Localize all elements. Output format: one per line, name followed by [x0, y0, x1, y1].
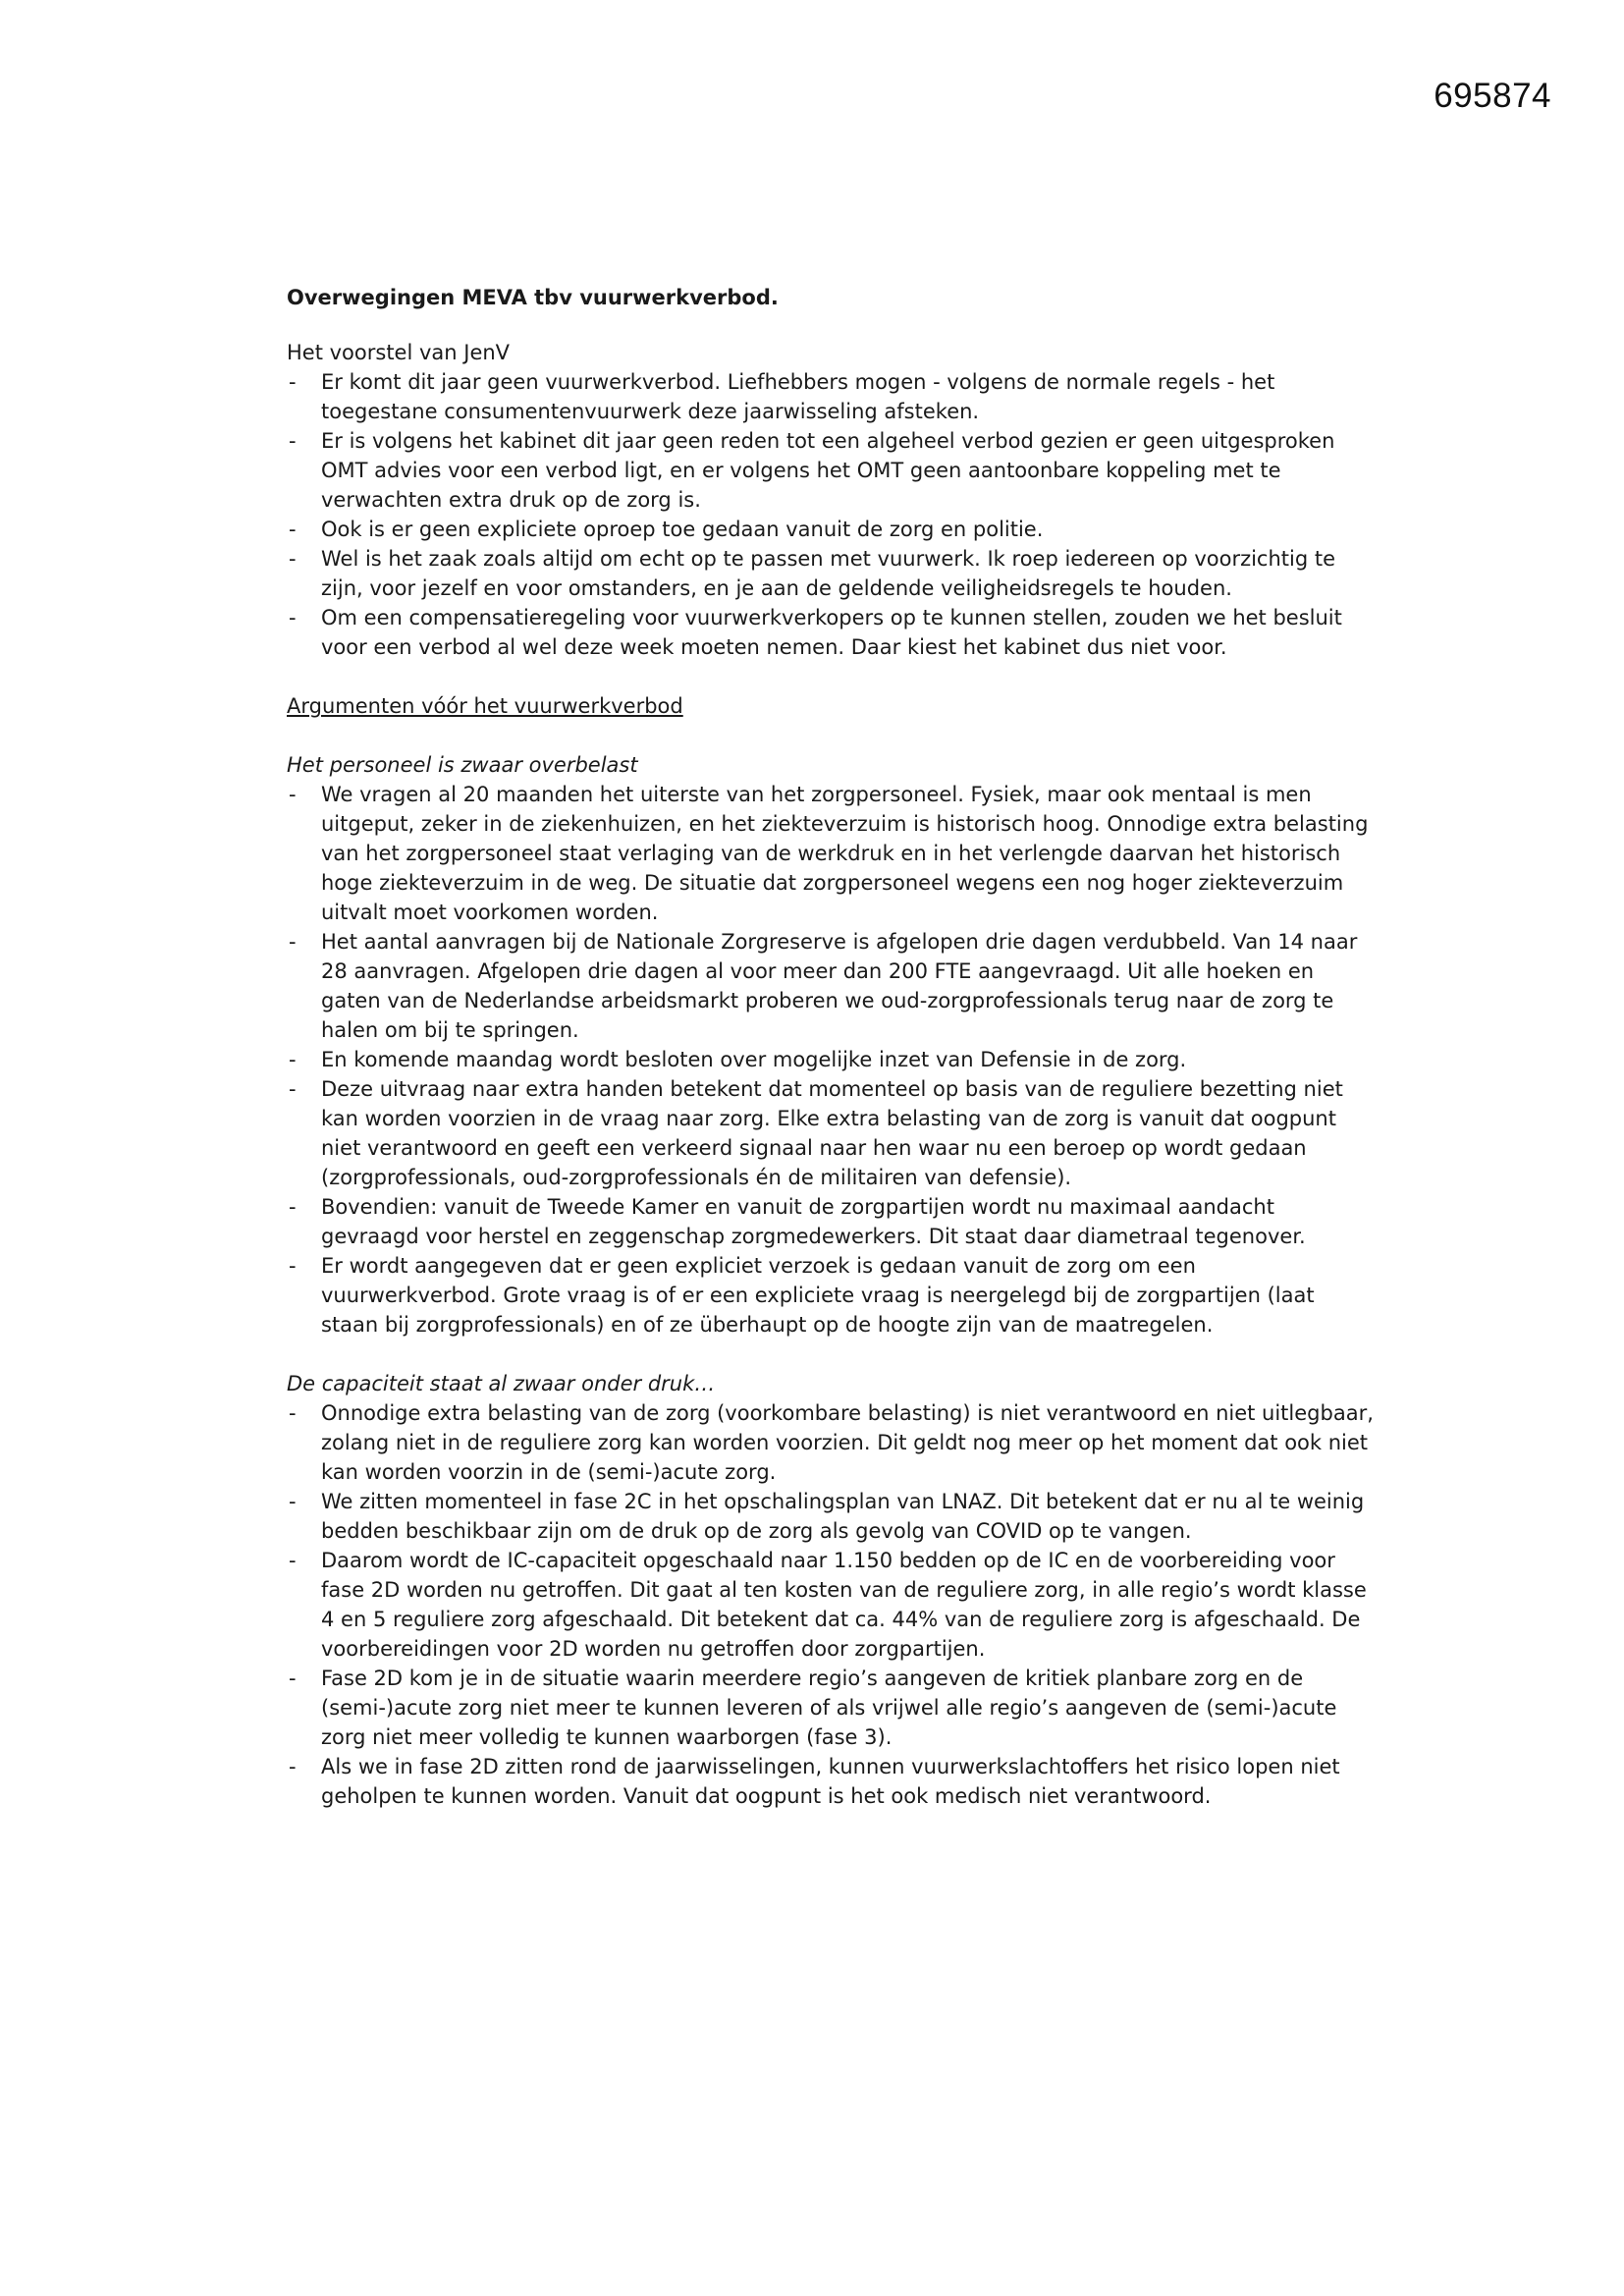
bullet-dash: - — [289, 518, 297, 541]
staff-list — [287, 780, 1377, 1339]
bullet-dash: - — [289, 606, 297, 629]
bullet-dash: - — [289, 930, 297, 954]
list-item — [287, 927, 1377, 1045]
list-item — [287, 603, 1377, 662]
list-item — [287, 1664, 1377, 1752]
list-item-text: Daarom wordt de IC-capaciteit opgeschaald naar 1.150 bedden op de IC en de voorbereiding voor fase 2D worden nu getroffen. Dit gaat al ten kosten van de reguliere zorg, in alle regio’s wordt klasse 4 en 5 reguliere zorg afgeschaald. Dit betekent dat ca. 44% van de reguliere zorg is afgeschaald. De voorbereidingen voor 2D worden nu getroffen door zorgpartijen. — [321, 1549, 1367, 1661]
list-item — [287, 367, 1377, 426]
list-item-text: Er komt dit jaar geen vuurwerkverbod. Liefhebbers mogen - volgens de normale regels - het toegestane consumentenvuurwerk deze jaarwisseling afsteken. — [321, 370, 1275, 423]
list-item — [287, 1546, 1377, 1664]
list-item-text: Fase 2D kom je in de situatie waarin meerdere regio’s aangeven de kritiek planbare zorg en de (semi-)acute zorg niet meer te kunnen leveren of als vrijwel alle regio’s aangeven de (semi-)acute zorg niet meer volledig te kunnen waarborgen (fase 3). — [321, 1667, 1337, 1749]
bullet-dash: - — [289, 1490, 297, 1513]
bullet-dash: - — [289, 547, 297, 571]
bullet-dash: - — [289, 1401, 297, 1425]
staff-heading: Het personeel is zwaar overbelast — [287, 753, 638, 777]
list-item-text: Er wordt aangegeven dat er geen expliciet verzoek is gedaan vanuit de zorg om een vuurwerkverbod. Grote vraag is of er een expliciete vraag is neergelegd bij de zorgpartijen (laat staan bij zorgprofessionals) en of ze überhaupt op de hoogte zijn van de maatregelen. — [321, 1254, 1315, 1337]
list-item — [287, 1487, 1377, 1546]
capacity-heading: De capaciteit staat al zwaar onder druk… — [287, 1372, 716, 1395]
list-item-text: Onnodige extra belasting van de zorg (voorkombare belasting) is niet verantwoord en niet uitlegbaar, zolang niet in de reguliere zorg kan worden voorzien. Dit geldt nog meer op het moment dat ook niet kan worden voorzin in de (semi-)acute zorg. — [321, 1401, 1374, 1484]
bullet-dash: - — [289, 370, 297, 394]
document-body — [287, 283, 1377, 1811]
list-item — [287, 1045, 1377, 1074]
list-item-text: Om een compensatieregeling voor vuurwerkverkopers op te kunnen stellen, zouden we het besluit voor een verbod al wel deze week moeten nemen. Daar kiest het kabinet dus niet voor. — [321, 606, 1342, 659]
bullet-dash: - — [289, 1195, 297, 1219]
list-item — [287, 1398, 1377, 1487]
list-item — [287, 515, 1377, 544]
bullet-dash: - — [289, 1667, 297, 1690]
list-item — [287, 1251, 1377, 1339]
list-item — [287, 544, 1377, 603]
bullet-dash: - — [289, 1755, 297, 1778]
arguments-heading: Argumenten vóór het vuurwerkverbod — [287, 694, 683, 718]
list-item-text: Ook is er geen expliciete oproep toe gedaan vanuit de zorg en politie. — [321, 518, 1044, 541]
capacity-list — [287, 1398, 1377, 1811]
list-item — [287, 1752, 1377, 1811]
list-item — [287, 1074, 1377, 1192]
list-item-text: Er is volgens het kabinet dit jaar geen reden tot een algeheel verbod gezien er geen uitgesproken OMT advies voor een verbod ligt, en er volgens het OMT geen aantoonbare koppeling met te verwachten extra druk op de zorg is. — [321, 429, 1335, 512]
list-item-text: We vragen al 20 maanden het uiterste van het zorgpersoneel. Fysiek, maar ook mentaal is men uitgeput, zeker in de ziekenhuizen, en het ziekteverzuim is historisch hoog. Onnodige extra belasting van het zorgpersoneel staat verlaging van de werkdruk en in het verlengde daarvan het historisch hoge ziekteverzuim in de weg. De situatie dat zorgpersoneel wegens een nog hoger ziekteverzuim uitvalt moet voorkomen worden. — [321, 783, 1369, 924]
list-item-text: We zitten momenteel in fase 2C in het opschalingsplan van LNAZ. Dit betekent dat er nu al te weinig bedden beschikbaar zijn om de druk op de zorg als gevolg van COVID op te vangen. — [321, 1490, 1365, 1543]
list-item-text: Als we in fase 2D zitten rond de jaarwisselingen, kunnen vuurwerkslachtoffers het risico lopen niet geholpen te kunnen worden. Vanuit dat oogpunt is het ook medisch niet verantwoord. — [321, 1755, 1340, 1808]
bullet-dash: - — [289, 1254, 297, 1278]
list-item-text: Wel is het zaak zoals altijd om echt op te passen met vuurwerk. Ik roep iedereen op voorzichtig te zijn, voor jezelf en voor omstanders, en je aan de geldende veiligheidsregels te houden. — [321, 547, 1336, 600]
list-item — [287, 426, 1377, 515]
document-number: 695874 — [1434, 77, 1551, 115]
list-item — [287, 1192, 1377, 1251]
document-title: Overwegingen MEVA tbv vuurwerkverbod. — [287, 286, 779, 309]
list-item-text: Deze uitvraag naar extra handen betekent dat momenteel op basis van de reguliere bezetting niet kan worden voorzien in de vraag naar zorg. Elke extra belasting van de zorg is vanuit dat oogpunt niet verantwoord en geeft een verkeerd signaal naar hen waar nu een beroep op wordt gedaan (zorgprofessionals, oud-zorgprofessionals én de militairen van defensie). — [321, 1077, 1343, 1189]
bullet-dash: - — [289, 1048, 297, 1071]
bullet-dash: - — [289, 1549, 297, 1572]
list-item-text: En komende maandag wordt besloten over mogelijke inzet van Defensie in de zorg. — [321, 1048, 1187, 1071]
proposal-list — [287, 367, 1377, 662]
bullet-dash: - — [289, 783, 297, 806]
bullet-dash: - — [289, 1077, 297, 1101]
bullet-dash: - — [289, 429, 297, 453]
proposal-heading: Het voorstel van JenV — [287, 341, 511, 364]
list-item-text: Bovendien: vanuit de Tweede Kamer en vanuit de zorgpartijen wordt nu maximaal aandacht gevraagd voor herstel en zeggenschap zorgmedewerkers. Dit staat daar diametraal tegenover. — [321, 1195, 1306, 1248]
list-item-text: Het aantal aanvragen bij de Nationale Zorgreserve is afgelopen drie dagen verdubbeld. Van 14 naar 28 aanvragen. Afgelopen drie dagen al voor meer dan 200 FTE aangevraagd. Uit alle hoeken en gaten van de Nederlandse arbeidsmarkt proberen we oud-zorgprofessionals terug naar de zorg te halen om bij te springen. — [321, 930, 1358, 1042]
list-item — [287, 780, 1377, 927]
